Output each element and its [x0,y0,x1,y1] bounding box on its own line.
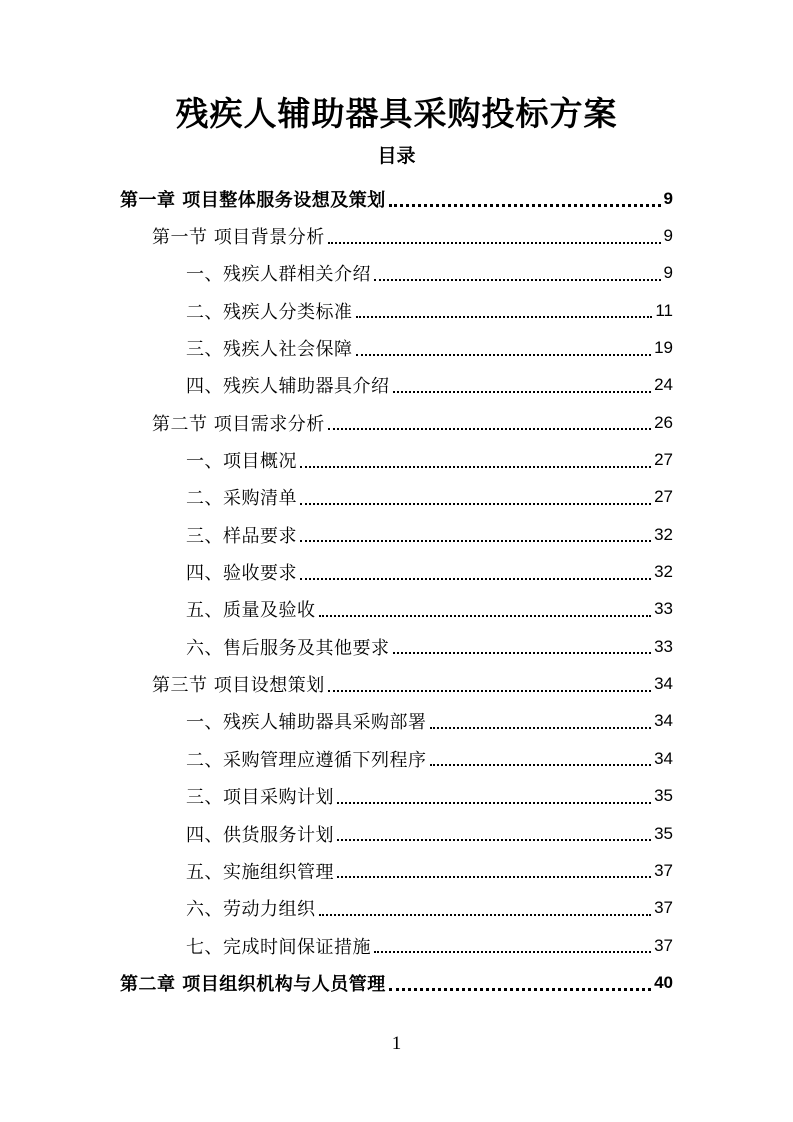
toc-entry-page: 32 [654,562,673,582]
toc-entry-section[interactable] [120,217,673,254]
toc-entry-label: 第二章 项目组织机构与人员管理 [120,973,386,995]
toc-entry-page: 24 [654,375,673,395]
toc-entry-label: 三、样品要求 [186,525,297,547]
toc-entry-item[interactable] [120,815,673,852]
table-of-contents [120,180,673,1002]
toc-entry-label: 第三节 项目设想策划 [152,675,325,697]
toc-entry-page: 37 [654,898,673,918]
toc-entry-label: 第一节 项目背景分析 [152,227,325,249]
dot-leader [389,203,661,207]
toc-entry-label: 五、质量及验收 [186,600,316,622]
toc-entry-label: 二、采购清单 [186,488,297,510]
toc-entry-item[interactable] [120,890,673,927]
toc-entry-label: 四、验收要求 [186,563,297,585]
toc-entry-label: 一、残疾人群相关介绍 [186,264,371,286]
toc-entry-page: 27 [654,450,673,470]
toc-entry-chapter[interactable] [120,964,673,1001]
dot-leader [389,987,651,991]
toc-entry-section[interactable] [120,665,673,702]
dot-leader [393,390,652,393]
toc-entry-chapter[interactable] [120,180,673,217]
dot-leader [356,315,653,318]
dot-leader [300,465,651,468]
dot-leader [319,614,652,617]
toc-entry-page: 33 [654,636,673,656]
dot-leader [337,875,651,878]
toc-entry-page: 19 [654,338,673,358]
toc-entry-page: 34 [654,674,673,694]
toc-entry-label: 三、残疾人社会保障 [186,339,353,361]
toc-entry-label: 四、供货服务计划 [186,824,334,846]
toc-entry-page: 11 [655,300,673,320]
dot-leader [430,726,652,729]
toc-entry-item[interactable] [120,255,673,292]
toc-entry-item[interactable] [120,591,673,628]
dot-leader [374,278,661,281]
dot-leader [328,427,651,430]
toc-entry-item[interactable] [120,852,673,889]
toc-entry-page: 32 [654,524,673,544]
toc-entry-section[interactable] [120,404,673,441]
dot-leader [328,689,651,692]
toc-entry-label: 一、残疾人辅助器具采购部署 [186,712,427,734]
toc-entry-page: 27 [654,487,673,507]
dot-leader [430,763,652,766]
toc-entry-page: 40 [654,972,673,992]
dot-leader [356,353,652,356]
toc-entry-label: 四、残疾人辅助器具介绍 [186,376,390,398]
page-number: 1 [391,1033,402,1054]
toc-entry-label: 七、完成时间保证措施 [186,936,371,958]
toc-heading: 目录 [377,145,416,167]
toc-entry-label: 六、劳动力组织 [186,899,316,921]
toc-entry-label: 六、售后服务及其他要求 [186,637,390,659]
toc-entry-item[interactable] [120,628,673,665]
toc-entry-item[interactable] [120,367,673,404]
document-title: 残疾人辅助器具采购投标方案 [175,94,618,133]
toc-entry-item[interactable] [120,740,673,777]
toc-entry-page: 9 [663,263,673,283]
toc-entry-item[interactable] [120,479,673,516]
toc-entry-label: 二、采购管理应遵循下列程序 [186,749,427,771]
toc-entry-page: 33 [654,599,673,619]
dot-leader [300,577,651,580]
toc-entry-page: 9 [663,188,673,208]
toc-entry-item[interactable] [120,553,673,590]
toc-entry-label: 第一章 项目整体服务设想及策划 [120,189,386,211]
toc-entry-label: 一、项目概况 [186,451,297,473]
toc-entry-page: 35 [654,823,673,843]
toc-entry-page: 34 [654,748,673,768]
dot-leader [300,539,651,542]
toc-entry-label: 三、项目采购计划 [186,787,334,809]
dot-leader [337,838,651,841]
toc-entry-item[interactable] [120,703,673,740]
toc-entry-page: 34 [654,711,673,731]
toc-entry-item[interactable] [120,441,673,478]
toc-entry-item[interactable] [120,516,673,553]
toc-entry-label: 二、残疾人分类标准 [186,301,353,323]
toc-entry-page: 26 [654,412,673,432]
dot-leader [393,651,652,654]
toc-entry-label: 五、实施组织管理 [186,861,334,883]
dot-leader [300,502,651,505]
toc-entry-item[interactable] [120,927,673,964]
toc-entry-item[interactable] [120,292,673,329]
toc-entry-item[interactable] [120,329,673,366]
dot-leader [328,241,661,244]
toc-entry-page: 37 [654,935,673,955]
toc-entry-page: 37 [654,860,673,880]
toc-entry-page: 9 [663,226,673,246]
toc-entry-item[interactable] [120,778,673,815]
toc-entry-page: 35 [654,786,673,806]
dot-leader [319,913,652,916]
dot-leader [337,801,651,804]
dot-leader [374,950,651,953]
toc-entry-label: 第二节 项目需求分析 [152,413,325,435]
